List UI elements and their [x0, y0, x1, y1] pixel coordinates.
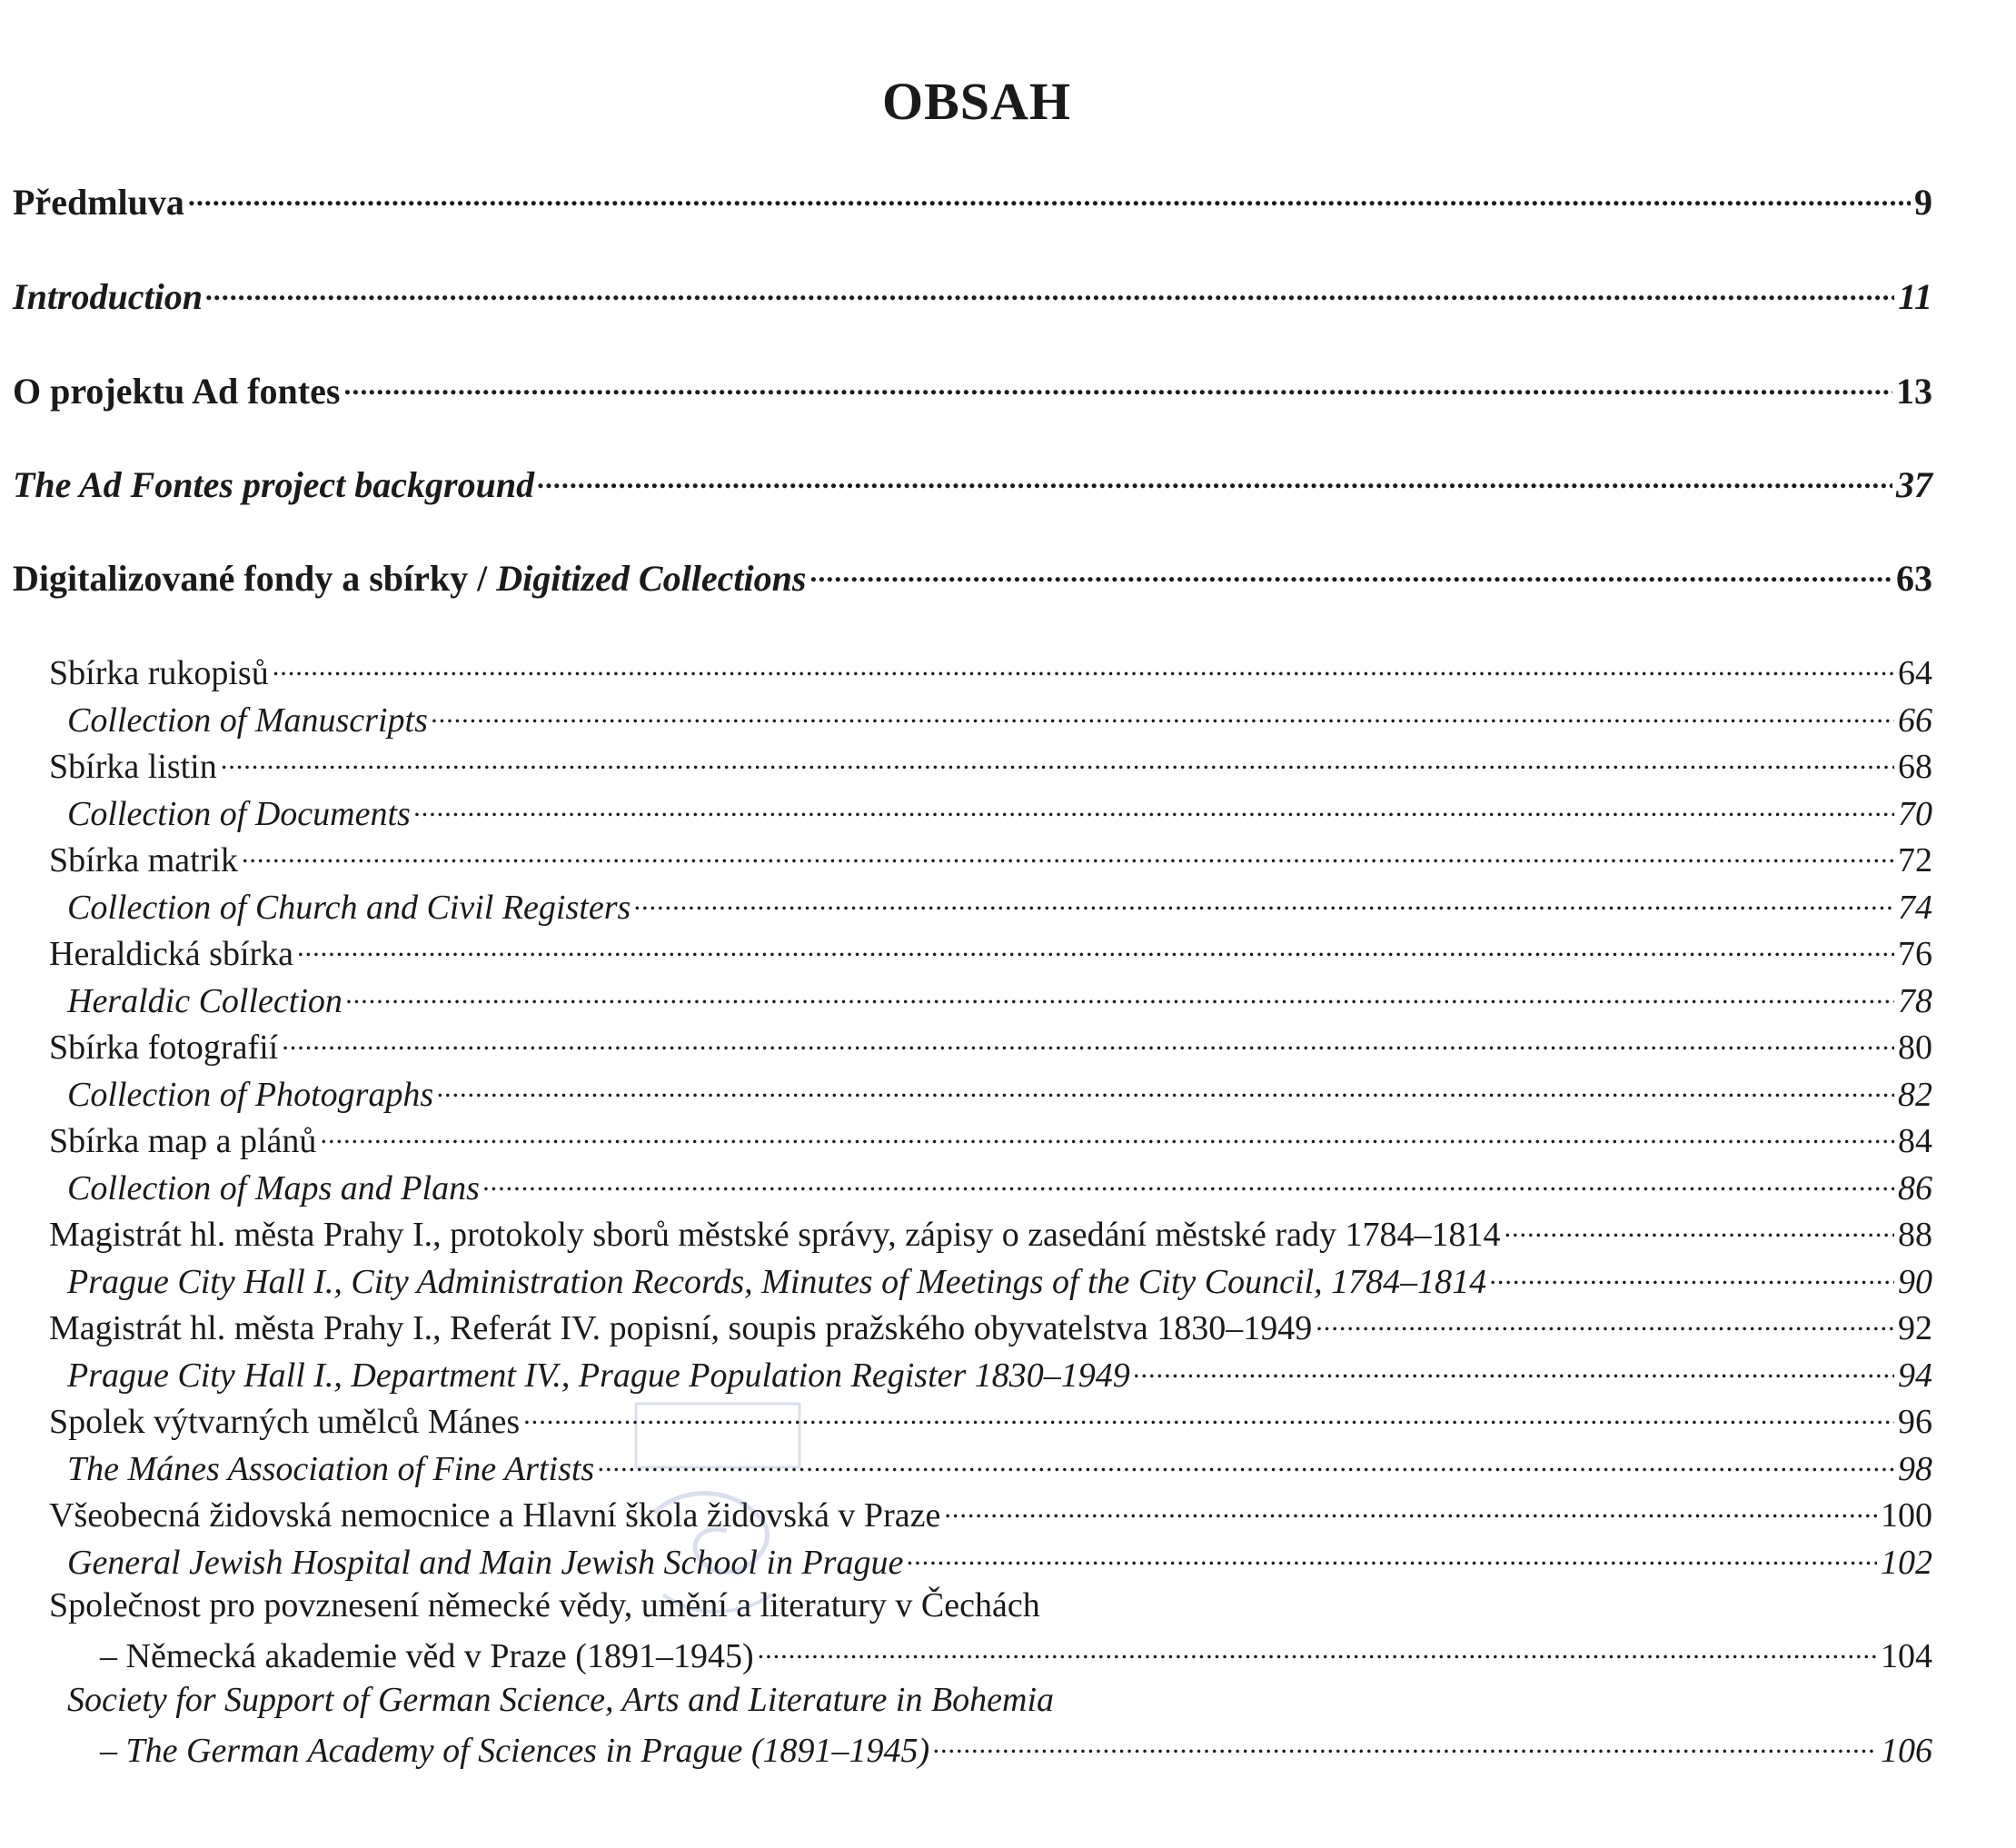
toc-entry-photographs[interactable]	[67, 1071, 1932, 1115]
toc-entry-page: 78	[1898, 982, 1932, 1020]
toc-entry-heraldicka-sbirka[interactable]	[49, 930, 1932, 974]
dot-leader	[944, 1492, 1877, 1526]
toc-entry-label: Sbírka matrik	[49, 841, 238, 879]
dot-leader	[206, 273, 1894, 309]
toc-entry-page: 96	[1898, 1403, 1932, 1441]
toc-entry-label-cz: Digitalizované fondy a sbírky /	[13, 558, 497, 599]
toc-entry-page: 88	[1898, 1216, 1932, 1254]
toc-entry-label: Prague City Hall I., Department IV., Prague Population Register 1830–1949	[67, 1356, 1130, 1395]
dot-leader	[1316, 1305, 1894, 1339]
toc-entry-label: Collection of Maps and Plans	[67, 1169, 480, 1207]
toc-entry-project-background[interactable]	[13, 461, 1932, 506]
toc-entry-label	[13, 557, 806, 600]
toc-entry-nemecka-akademie[interactable]	[100, 1633, 1932, 1676]
toc-entry-o-projektu[interactable]	[13, 367, 1932, 412]
dot-leader	[809, 554, 1892, 591]
toc-entry-predmluva[interactable]	[13, 178, 1932, 224]
toc-entry-label: Introduction	[13, 276, 203, 317]
toc-entry-page: 102	[1881, 1544, 1932, 1582]
toc-entry-german-academy[interactable]	[100, 1727, 1932, 1771]
toc-entry-label: Heraldic Collection	[67, 982, 343, 1020]
toc-entry-page: 68	[1898, 748, 1932, 786]
toc-entry-manes-association[interactable]	[67, 1446, 1932, 1489]
dot-leader	[933, 1727, 1877, 1762]
toc-entry-page: 100	[1881, 1496, 1932, 1535]
dot-leader	[242, 837, 1894, 871]
toc-entry-label: Sbírka map a plánů	[49, 1122, 317, 1160]
dot-leader	[414, 790, 1894, 825]
dot-leader	[346, 978, 1894, 1012]
toc-entry-page: 72	[1898, 841, 1932, 879]
toc-entry-page: 74	[1898, 889, 1932, 927]
toc-entry-label: Prague City Hall I., City Administration Records, Minutes of Meetings of the City Council, 1784–1814	[67, 1263, 1487, 1301]
toc-entry-page: 63	[1896, 558, 1932, 599]
toc-entry-page: 66	[1898, 701, 1932, 740]
dot-leader	[273, 650, 1894, 684]
toc-entry-page: 92	[1898, 1309, 1932, 1347]
toc-entry-spolecnost-line1: Společnost pro povznesení německé vědy, umění a literatury v Čechách	[49, 1586, 1040, 1624]
toc-entry-label: Collection of Documents	[67, 795, 411, 833]
toc-entry-page: 70	[1898, 795, 1932, 833]
toc-entry-label: Sbírka rukopisů	[49, 654, 269, 692]
toc-entry-maps-plans[interactable]	[67, 1165, 1932, 1208]
toc-entry-page: 11	[1898, 276, 1932, 317]
library-stamp-mark	[627, 1386, 809, 1658]
toc-entry-population-register[interactable]	[67, 1352, 1932, 1396]
toc-entry-zidovska-nemocnice[interactable]	[49, 1492, 1932, 1535]
toc-entry-page: 106	[1881, 1732, 1932, 1770]
dot-leader	[188, 178, 1911, 214]
toc-entry-page: 98	[1898, 1450, 1932, 1488]
dot-leader	[432, 697, 1894, 731]
toc-entry-page: 86	[1898, 1169, 1932, 1207]
dot-leader	[758, 1633, 1877, 1667]
toc-entry-label: – Německá akademie věd v Praze (1891–1945)	[100, 1637, 754, 1675]
toc-entry-label: Collection of Manuscripts	[67, 701, 428, 740]
toc-entry-magistrat-protokoly[interactable]	[49, 1211, 1932, 1255]
toc-entry-page: 13	[1896, 371, 1932, 412]
toc-entry-introduction[interactable]	[13, 273, 1932, 318]
toc-entry-digitized-collections[interactable]	[13, 554, 1932, 600]
toc-entry-label: The Ad Fontes project background	[13, 464, 535, 505]
toc-entry-page: 90	[1898, 1263, 1932, 1301]
dot-leader	[320, 1118, 1894, 1152]
toc-entry-page: 94	[1898, 1356, 1932, 1395]
toc-entry-label: Sbírka listin	[49, 748, 217, 786]
toc-entry-label: Všeobecná židovská nemocnice a Hlavní škola židovská v Praze	[49, 1496, 941, 1535]
toc-entry-label: Magistrát hl. města Prahy I., Referát IV. popisní, soupis pražského obyvatelstva 1830–1949	[49, 1309, 1313, 1347]
toc-entry-society-line1: Society for Support of German Science, Arts and Literature in Bohemia	[67, 1681, 1055, 1719]
toc-entry-heraldic-collection[interactable]	[67, 978, 1932, 1021]
dot-leader	[1134, 1352, 1894, 1386]
dot-leader	[297, 930, 1894, 965]
toc-entry-magistrat-referat[interactable]	[49, 1305, 1932, 1348]
dot-leader	[634, 884, 1894, 919]
toc-entry-sbirka-rukopisu[interactable]	[49, 650, 1932, 693]
toc-entry-page: 64	[1898, 654, 1932, 692]
toc-entry-label: Collection of Church and Civil Registers	[67, 889, 631, 927]
dot-leader	[1490, 1258, 1894, 1293]
toc-entry-registers[interactable]	[67, 884, 1932, 928]
toc-entry-page: 9	[1914, 182, 1932, 223]
toc-entry-page: 84	[1898, 1122, 1932, 1160]
toc-entry-sbirka-listin[interactable]	[49, 743, 1932, 787]
dot-leader	[282, 1024, 1894, 1058]
toc-entry-manuscripts[interactable]	[67, 697, 1932, 740]
toc-entry-sbirka-fotografii[interactable]	[49, 1024, 1932, 1068]
dot-leader	[343, 367, 1892, 403]
toc-entry-page: 82	[1898, 1076, 1932, 1114]
toc-entry-page: 104	[1881, 1637, 1932, 1675]
toc-entry-sbirka-map[interactable]	[49, 1118, 1932, 1161]
toc-entry-label: The Mánes Association of Fine Artists	[67, 1450, 595, 1488]
toc-entry-label: Heraldická sbírka	[49, 935, 294, 973]
toc-entry-label: – The German Academy of Sciences in Prague (1891–1945)	[100, 1732, 930, 1770]
toc-entry-jewish-hospital[interactable]	[67, 1539, 1932, 1583]
dot-leader	[483, 1165, 1894, 1199]
dot-leader	[1504, 1211, 1894, 1246]
toc-entry-label: O projektu Ad fontes	[13, 371, 341, 412]
toc-entry-label: General Jewish Hospital and Main Jewish School in Prague	[67, 1544, 904, 1582]
dot-leader	[538, 461, 1892, 497]
toc-entry-spolek-manes[interactable]	[49, 1398, 1932, 1442]
toc-entry-label: Collection of Photographs	[67, 1076, 434, 1114]
toc-entry-sbirka-matrik[interactable]	[49, 837, 1932, 880]
dot-leader	[907, 1539, 1877, 1574]
dot-leader	[437, 1071, 1894, 1106]
toc-entry-label: Předmluva	[13, 182, 184, 223]
toc-entry-page: 76	[1898, 935, 1932, 973]
toc-entry-city-hall-records[interactable]	[67, 1258, 1932, 1302]
page-title: OBSAH	[881, 72, 1072, 131]
toc-entry-documents[interactable]	[67, 790, 1932, 834]
toc-entry-label-en: Digitized Collections	[496, 558, 807, 599]
toc-entry-page: 80	[1898, 1028, 1932, 1067]
toc-entry-label: Magistrát hl. města Prahy I., protokoly sborů městské správy, zápisy o zasedání městské rady 1784–1814	[49, 1216, 1501, 1254]
dot-leader	[221, 743, 1894, 778]
toc-entry-page: 37	[1896, 464, 1932, 505]
toc-entry-label: Sbírka fotografií	[49, 1028, 279, 1067]
toc-entry-label: Spolek výtvarných umělců Mánes	[49, 1403, 521, 1441]
